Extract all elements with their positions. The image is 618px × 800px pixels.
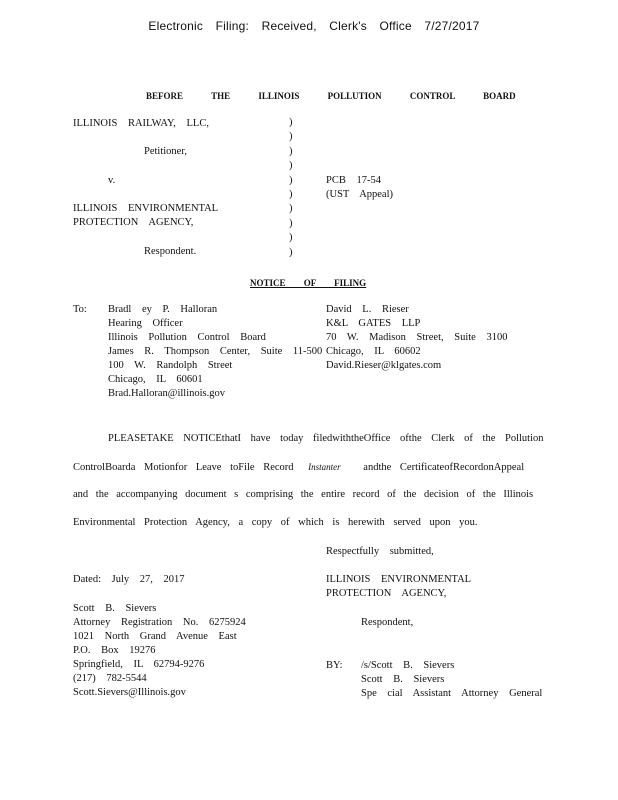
body-line-1: PLEASETAKE NOTICEthatI have today filedwiththeOffice ofthe Clerk of the Pollution bbox=[108, 433, 544, 444]
paren: ) bbox=[289, 188, 293, 200]
petitioner-name: ILLINOIS RAILWAY, LLC, bbox=[73, 118, 209, 129]
recipient-right bbox=[326, 303, 507, 373]
respondent-line2: PROTECTION AGENCY, bbox=[73, 217, 194, 228]
paren: ) bbox=[289, 174, 293, 186]
recipient-line: K&L GATES LLP bbox=[326, 318, 421, 329]
recipient-line: Hearing Officer bbox=[108, 318, 183, 329]
to-label: To: bbox=[73, 304, 87, 315]
attorney-email: Scott.Sievers@Illinois.gov bbox=[73, 687, 186, 698]
case-type: (UST Appeal) bbox=[326, 189, 394, 200]
versus: v. bbox=[108, 175, 116, 186]
body-line-3: and the accompanying document s comprising the entire record of the decision of the Illinois bbox=[73, 489, 534, 500]
notice-title: NOTICE OF FILING bbox=[250, 278, 367, 288]
attorney-line: P.O. Box 19276 bbox=[73, 645, 156, 656]
recipient-email: David.Rieser@klgates.com bbox=[326, 360, 442, 371]
paren: ) bbox=[289, 145, 293, 157]
recipient-line: 70 W. Madison Street, Suite 3100 bbox=[326, 332, 508, 343]
filing-stamp: Electronic Filing: Received, Clerk's Office 7/27/2017 bbox=[148, 19, 480, 33]
recipient-email: Brad.Halloran@illinois.gov bbox=[108, 388, 225, 399]
respondent-label: Respondent, bbox=[361, 617, 414, 628]
board-title: BEFORE THE ILLINOIS POLLUTION CONTROL BOARD bbox=[146, 91, 516, 101]
case-number: PCB 17-54 bbox=[326, 175, 381, 186]
signature-block bbox=[361, 659, 542, 701]
attorney-line: Springfield, IL 62794-9276 bbox=[73, 659, 205, 670]
recipient-line: Chicago, IL 60601 bbox=[108, 374, 203, 385]
dated-line: Dated: July 27, 2017 bbox=[73, 574, 185, 585]
recipient-line: Chicago, IL 60602 bbox=[326, 346, 421, 357]
instanter-text: Instanter bbox=[308, 462, 341, 472]
body-line-4: Environmental Protection Agency, a copy of which is herewith served upon you. bbox=[73, 517, 478, 528]
recipient-line: Illinois Pollution Control Board bbox=[108, 332, 266, 343]
paren: ) bbox=[289, 131, 293, 143]
paren: ) bbox=[289, 203, 293, 215]
recipient-line: Bradl ey P. Halloran bbox=[108, 304, 218, 315]
recipient-line: 100 W. Randolph Street bbox=[108, 360, 233, 371]
agency-line-1: ILLINOIS ENVIRONMENTAL bbox=[326, 574, 472, 585]
respectfully-submitted: Respectfully submitted, bbox=[326, 546, 434, 557]
paren: ) bbox=[289, 117, 293, 128]
attorney-line: (217) 782-5544 bbox=[73, 673, 147, 684]
attorney-line: Scott B. Sievers bbox=[73, 603, 157, 614]
signature-title: Spe cial Assistant Attorney General bbox=[361, 688, 543, 699]
paren: ) bbox=[289, 246, 293, 258]
agency-line-2: PROTECTION AGENCY, bbox=[326, 588, 447, 599]
attorney-line: 1021 North Grand Avenue East bbox=[73, 631, 237, 642]
recipient-left bbox=[108, 303, 322, 401]
body-text: ControlBoarda Motionfor Leave toFile Record bbox=[73, 462, 294, 473]
paren: ) bbox=[289, 217, 293, 229]
attorney-line: Attorney Registration No. 6275924 bbox=[73, 617, 246, 628]
caption-divider bbox=[289, 116, 293, 260]
respondent-role: Respondent. bbox=[144, 246, 197, 257]
recipient-line: David L. Rieser bbox=[326, 304, 409, 315]
paren: ) bbox=[289, 160, 293, 172]
signature-name: Scott B. Sievers bbox=[361, 674, 445, 685]
paren: ) bbox=[289, 232, 293, 244]
by-label: BY: bbox=[326, 660, 343, 671]
signature-line: /s/Scott B. Sievers bbox=[361, 660, 455, 671]
respondent-line1: ILLINOIS ENVIRONMENTAL bbox=[73, 203, 219, 214]
attorney-block bbox=[73, 602, 246, 700]
body-line-2 bbox=[73, 460, 524, 475]
recipient-line: James R. Thompson Center, Suite 11-500 bbox=[108, 346, 323, 357]
petitioner-role: Petitioner, bbox=[144, 146, 188, 157]
body-text: andthe CertificateofRecordonAppeal bbox=[363, 462, 525, 473]
